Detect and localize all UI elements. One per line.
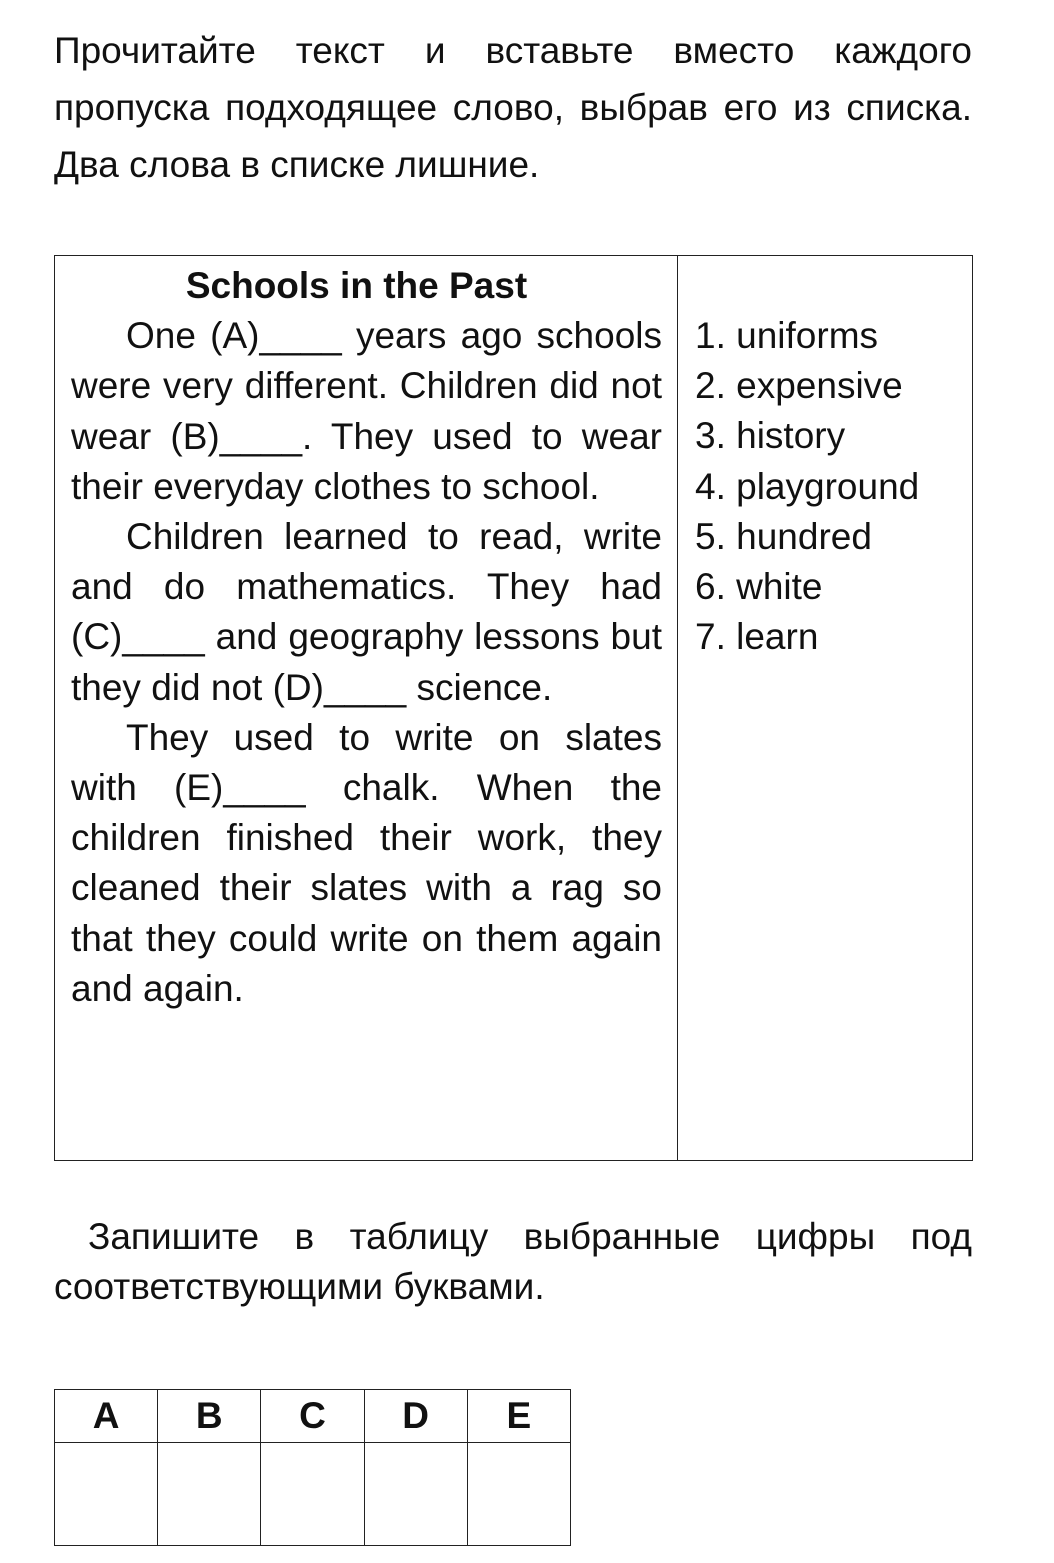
word-option-3: 3. history — [695, 415, 846, 457]
answer-header-e: E — [467, 1390, 570, 1443]
answer-table — [54, 1389, 571, 1546]
answer-header-c: C — [261, 1390, 364, 1443]
text-paragraph-1: One (A)____ years ago schools were very different. Children did not wear (B)____. They used to wear their everyday clothes to school. — [71, 315, 662, 507]
answer-cell-a[interactable] — [55, 1443, 158, 1546]
answer-cell-d[interactable] — [364, 1443, 467, 1546]
text-cell — [55, 256, 678, 1161]
answer-cell-c[interactable] — [261, 1443, 364, 1546]
answer-header-a: A — [55, 1390, 158, 1443]
text-and-options-table — [54, 255, 973, 1161]
answer-cell-e[interactable] — [467, 1443, 570, 1546]
answer-table-answer-row — [55, 1443, 571, 1546]
word-option-4: 4. playground — [695, 465, 920, 507]
word-option-6: 6. white — [695, 566, 823, 608]
word-option-2: 2. expensive — [695, 365, 903, 407]
answer-header-b: B — [158, 1390, 261, 1443]
text-title: Schools in the Past — [185, 265, 528, 306]
text-paragraph-3: They used to write on slates with (E)____ chalk. When the children finished their work, they cleaned their slates with a rag so that they could write on them again and again. — [71, 716, 662, 1009]
word-option-5: 5. hundred — [695, 515, 872, 557]
word-options-list — [695, 311, 962, 662]
answer-cell-b[interactable] — [158, 1443, 261, 1546]
word-options-cell — [678, 256, 973, 1161]
answer-instruction: Запишите в таблицу выбранные цифры под соответствующими буквами. — [54, 1216, 972, 1307]
answer-table-header-row — [55, 1390, 571, 1443]
word-option-7: 7. learn — [695, 616, 819, 658]
answer-header-d: D — [364, 1390, 467, 1443]
text-paragraph-2: Children learned to read, write and do mathematics. They had (C)____ and geography lessons but they did not (D)____ science. — [71, 516, 662, 708]
task-instruction: Прочитайте текст и вставьте вместо каждого пропуска подходящее слово, выбрав его из списка. Два слова в списке лишние. — [54, 30, 972, 185]
word-option-1: 1. uniforms — [695, 315, 879, 356]
